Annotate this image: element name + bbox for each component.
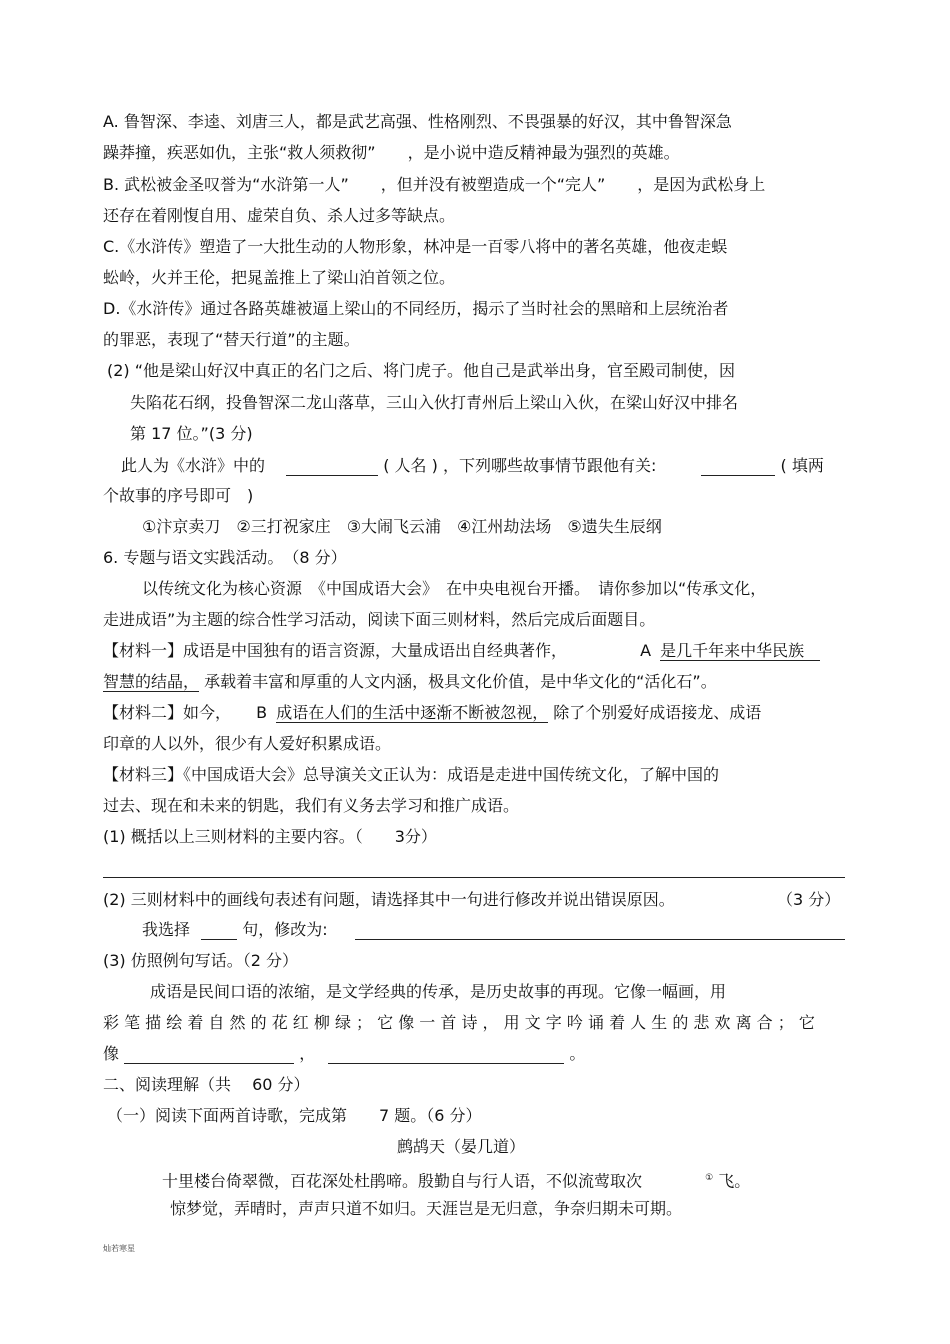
poem-line1 — [162, 1168, 750, 1191]
q5-option-a-line1: A. 鲁智深、李逵、刘唐三人，都是武艺高强、性格刚烈、不畏强暴的好汉，其中鲁智深急 — [103, 112, 732, 131]
q5-option-a-line2: 躁莽撞，疾恶如仇，主张“救人须救彻” ，是小说中造反精神最为强烈的英雄。 — [103, 143, 680, 162]
page-footer: 灿若寒星 — [103, 1244, 135, 1253]
material1-line1 — [103, 641, 820, 661]
story-blank[interactable] — [701, 459, 775, 476]
underlined-sentence-a-part1: 是几千年来中华民族 — [660, 641, 820, 661]
material1-rest: 承载着丰富和厚重的人文内涵，极具文化价值，是中华文化的“活化石”。 — [204, 672, 717, 691]
q6-sub2: (2) 三则材料中的画线句表述有问题，请选择其中一句进行修改并说出错误原因。 — [103, 890, 675, 909]
fill-suffix: ( 填两 — [780, 456, 824, 475]
q6-sub2-score: （3 分） — [777, 890, 841, 909]
example-comma: ， — [299, 1044, 316, 1063]
q5-part2-line3: 第 17 位。”(3 分) — [130, 424, 253, 443]
sentence-label-a: A — [640, 641, 652, 660]
q6-intro-line2: 走进成语”为主题的综合性学习活动，阅读下面三则材料，然后完成后面题目。 — [103, 610, 656, 629]
q6-intro-line1: 以传统文化为核心资源 《中国成语大会》 在中央电视台开播。 请你参加以“传承文化， — [142, 579, 767, 598]
material1-text: 【材料一】成语是中国独有的语言资源，大量成语出自经典著作， — [103, 641, 568, 660]
example-line1: 成语是民间口语的浓缩，是文学经典的传承，是历史故事的再现。它像一幅画，用 — [150, 982, 727, 1001]
material2-line1 — [103, 703, 761, 723]
example-period: 。 — [569, 1044, 586, 1063]
material2-text: 【材料二】如今， — [103, 703, 232, 722]
fill-middle: ( 人名 ) ，下列哪些故事情节跟他有关: — [383, 456, 657, 475]
section2-title: 二、阅读理解（共 60 分） — [103, 1075, 310, 1094]
sentence-choice-blank[interactable] — [201, 923, 237, 940]
q6-title: 6. 专题与语文实践活动。 （8 分） — [103, 548, 347, 567]
q5-part2-line2: 失陷花石纲，投鲁智深二龙山落草，三山入伙打青州后上梁山入伙，在梁山好汉中排名 — [130, 393, 739, 412]
q5-option-c-line1: C.《水浒传》塑造了一大批生动的人物形象，林冲是一百零八将中的著名英雄，他夜走蜈 — [103, 237, 728, 256]
material2-line2: 印章的人以外，很少有人爱好积累成语。 — [103, 734, 392, 753]
example-line3 — [103, 1044, 585, 1064]
q5-option-d-line1: D.《水浒传》通过各路英雄被逼上梁山的不同经历，揭示了当时社会的黑暗和上层统治者 — [103, 299, 729, 318]
name-blank[interactable] — [286, 459, 378, 476]
q5-option-b-line1: B. 武松被金圣叹誉为“水浒第一人” ，但并没有被塑造成一个“完人” ，是因为武松身上 — [103, 175, 766, 194]
underlined-sentence-a-part2: 智慧的结晶， — [103, 672, 200, 691]
q6-sub1-answer-line[interactable] — [103, 877, 845, 878]
poem-title: 鹧鸪天（晏几道） — [397, 1137, 526, 1156]
example-line2: 彩 笔 描 绘 着 自 然 的 花 红 柳 绿 ； 它 像 一 首 诗 ， 用 文 字 吟 诵 着 人 生 的 悲 欢 离 合 ； 它 — [103, 1013, 815, 1032]
choose-prefix: 我选择 — [142, 920, 191, 939]
poem-line1-text: 十里楼台倚翠微，百花深处杜鹃啼。殷勤自与行人语，不似流莺取次 — [162, 1171, 643, 1191]
imitation-blank-2[interactable] — [328, 1047, 564, 1064]
q6-sub3: (3) 仿照例句写话。（2 分） — [103, 951, 299, 970]
q6-sub2-answer-line — [142, 920, 845, 940]
footnote-marker: ① — [705, 1173, 714, 1183]
sentence-label-b: B — [256, 703, 268, 722]
material1-line2 — [103, 672, 717, 692]
imitation-blank-1[interactable] — [124, 1047, 294, 1064]
q5-fill-line2: 个故事的序号即可 ) — [103, 486, 254, 505]
material3-line2: 过去、现在和未来的钥匙，我们有义务去学习和推广成语。 — [103, 796, 520, 815]
material2-rest: 除了个别爱好成语接龙、成语 — [553, 703, 762, 722]
fill-prefix: 此人为《水浒》中的 — [121, 456, 266, 475]
q6-sub1: (1) 概括以上三则材料的主要内容。（ 3分） — [103, 827, 437, 846]
section2-part1: （一）阅读下面两首诗歌，完成第 7 题。（6 分） — [107, 1106, 482, 1125]
q5-part2-line1: (2) “他是梁山好汉中真正的名门之后、将门虎子。他自己是武举出身，官至殿司制使，因 — [107, 361, 736, 380]
material3-line1: 【材料三】《中国成语大会》总导演关文正认为：成语是走进中国传统文化，了解中国的 — [103, 765, 720, 784]
poem-line1-end: 飞。 — [718, 1171, 751, 1191]
poem-line2: 惊梦觉，弄晴时，声声只道不如归。天涯岂是无归意，争奈归期未可期。 — [170, 1199, 683, 1218]
choose-suffix: 句，修改为: — [242, 920, 328, 939]
q5-story-options: ①汴京卖刀 ②三打祝家庄 ③大闹飞云浦 ④江州劫法场 ⑤遗失生辰纲 — [142, 517, 662, 536]
underlined-sentence-b: 成语在人们的生活中逐渐不断被忽视， — [276, 703, 549, 722]
q5-fill-line — [121, 456, 824, 476]
revision-blank[interactable] — [355, 923, 845, 940]
q5-option-b-line2: 还存在着刚愎自用、虚荣自负、杀人过多等缺点。 — [103, 206, 456, 225]
q5-option-c-line2: 蚣岭，火并王伦，把晁盖推上了梁山泊首领之位。 — [103, 268, 456, 287]
example-prefix: 像 — [103, 1044, 120, 1063]
q5-option-d-line2: 的罪恶，表现了“替天行道”的主题。 — [103, 330, 360, 349]
